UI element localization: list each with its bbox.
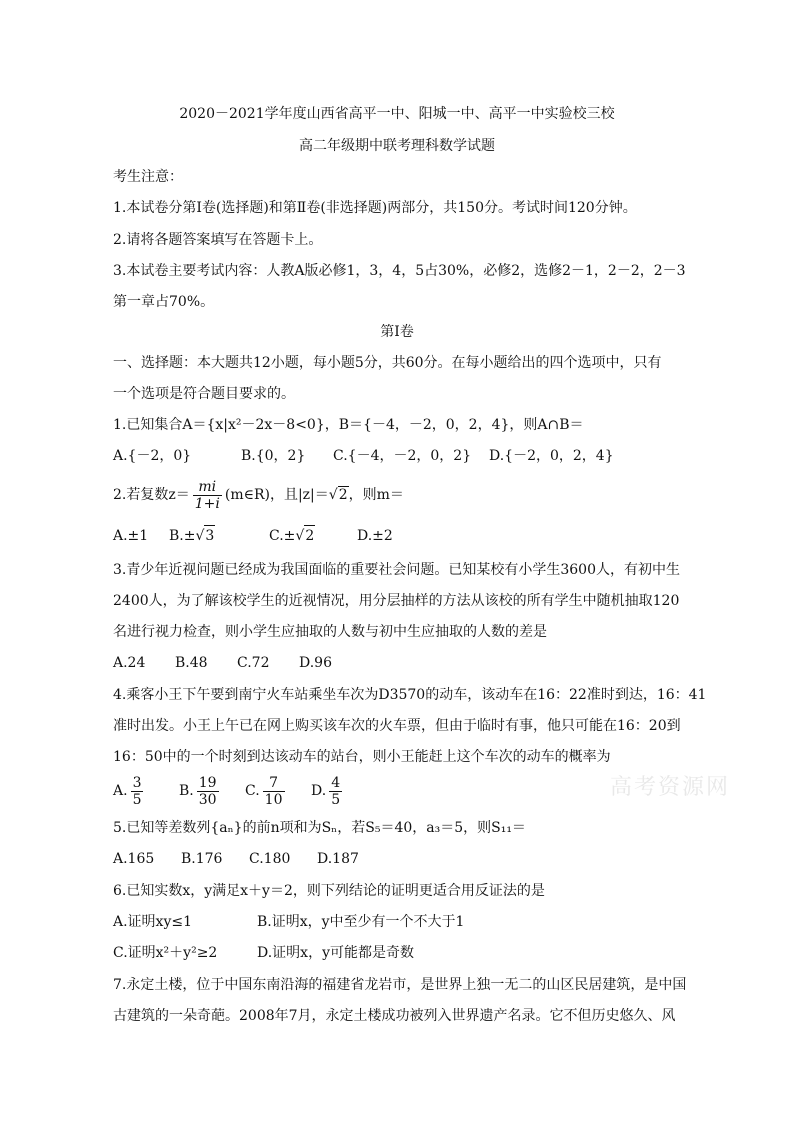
option-b: B.{0，2} <box>241 448 306 464</box>
stem-middle: (m∈R)，且|z|＝ <box>224 487 329 503</box>
question-4-stem-2: 准时出发。小王上午已在网上购买该车次的火车票，但由于临时有事，他只可能在16：20到 <box>113 718 681 734</box>
option-a: A.证明xy≤1 <box>113 914 193 930</box>
fraction <box>197 775 219 808</box>
sqrt: √2 <box>295 525 315 546</box>
denominator: 5 <box>132 791 142 808</box>
radicand: 2 <box>304 525 315 546</box>
option-b: B.证明x，y中至少有一个不大于1 <box>257 914 465 930</box>
numerator: 3 <box>132 774 142 791</box>
option-b <box>169 525 269 546</box>
section-intro-cont: 一个选项是符合题目要求的。 <box>113 386 295 402</box>
question-4-stem-3: 16：50中的一个时刻到达该动车的站台，则小王能赶上这个车次的动车的概率为 <box>113 749 611 765</box>
question-7-stem: 7.永定土楼，位于中国东南沿海的福建省龙岩市，是世界上独一无二的山区民居建筑，是中国 <box>113 977 687 993</box>
question-1-stem: 1.已知集合A＝{x|x²－2x－8<0}，B＝{－4，－2，0，2，4}，则A∩B＝ <box>113 417 584 433</box>
question-2-options <box>113 525 393 546</box>
fraction <box>263 775 285 808</box>
option-c <box>245 774 311 808</box>
question-3-stem-2: 2400人，为了解该校学生的近视情况，用分层抽样的方法从该校的所有学生中随机抽取120 <box>113 593 680 609</box>
option-a <box>113 774 179 808</box>
question-3-options <box>113 653 332 673</box>
section-intro: 一、选择题：本大题共12小题，每小题5分，共60分。在每小题给出的四个选项中，只有 <box>113 355 662 371</box>
option-d: D.证明x，y可能都是奇数 <box>257 945 414 961</box>
option-c <box>269 525 357 546</box>
question-6-options-row1 <box>113 912 464 932</box>
numerator: mi <box>198 478 217 495</box>
question-4-stem: 4.乘客小王下午要到南宁火车站乘坐车次为D3570的动车，该动车在16：22准时到达，16：41 <box>113 687 707 703</box>
option-d: D.187 <box>317 851 359 867</box>
option-d: D.±2 <box>357 528 393 544</box>
question-3-stem-3: 名进行视力检查，则小学生应抽取的人数与初中生应抽取的人数的差是 <box>113 624 547 640</box>
numerator: 4 <box>331 774 341 791</box>
option-b: B.176 <box>181 851 223 867</box>
sqrt: √2 <box>328 487 348 503</box>
question-5-stem: 5.已知等差数列{aₙ}的前n项和为Sₙ，若S₅＝40，a₃＝5，则S₁₁＝ <box>113 820 526 836</box>
option-d: D.{－2，0，2，4} <box>489 448 614 464</box>
exam-title-line1: 2020－2021学年度山西省高平一中、阳城一中、高平一中实验校三校 <box>179 106 615 122</box>
option-c: C.证明x²＋y²≥2 <box>113 945 218 961</box>
watermark: 高考资源网 <box>610 775 731 800</box>
option-label: D. <box>311 783 327 799</box>
option-c-prefix: C.± <box>269 528 296 544</box>
notice-item-1: 1.本试卷分第Ⅰ卷(选择题)和第Ⅱ卷(非选择题)两部分，共150分。考试时间120分钟。 <box>113 200 637 216</box>
question-6-stem: 6.已知实数x，y满足x＋y＝2，则下列结论的证明更适合用反证法的是 <box>113 883 545 899</box>
radicand: 2 <box>338 487 348 503</box>
fraction <box>329 775 342 808</box>
option-label: B. <box>179 783 194 799</box>
fraction <box>131 775 144 808</box>
option-d <box>311 774 345 808</box>
option-label: C. <box>245 783 260 799</box>
option-a: A.24 <box>113 655 146 671</box>
option-a: A.165 <box>113 851 155 867</box>
option-c: C.180 <box>249 851 291 867</box>
question-7-stem-2: 古建筑的一朵奇葩。2008年7月，永定土楼成功被列入世界遗产名录。它不但历史悠久、风 <box>113 1008 676 1024</box>
question-6-options-row2 <box>113 943 414 963</box>
numerator: 19 <box>198 774 217 791</box>
sqrt: √3 <box>195 525 215 546</box>
notice-item-2: 2.请将各题答案填写在答题卡上。 <box>113 232 323 248</box>
option-c: C.{－4，－2，0，2} <box>333 448 472 464</box>
option-a: A.{－2，0} <box>113 448 192 464</box>
volume-heading: 第Ⅰ卷 <box>380 324 414 340</box>
numerator: 7 <box>263 775 285 792</box>
question-2-stem <box>113 478 404 512</box>
denominator: 10 <box>264 791 283 808</box>
option-label: A. <box>113 783 128 799</box>
option-c: C.72 <box>237 655 270 671</box>
notice-item-3: 3.本试卷主要考试内容：人教A版必修1，3，4，5占30%，必修2，选修2－1，2－2，2－3 <box>113 263 686 279</box>
question-4-options <box>113 774 345 808</box>
fraction <box>193 479 222 512</box>
question-5-options <box>113 849 359 869</box>
option-d: D.96 <box>299 655 332 671</box>
option-b: B.48 <box>175 655 208 671</box>
denominator: 5 <box>331 791 341 808</box>
stem-suffix: ，则m＝ <box>348 487 404 503</box>
radicand: 3 <box>204 525 215 546</box>
exam-title-line2: 高二年级期中联考理科数学试题 <box>299 138 495 154</box>
denominator: 30 <box>198 791 217 808</box>
denominator: 1+i <box>194 495 220 512</box>
notice-item-3-cont: 第一章占70%。 <box>113 294 215 310</box>
option-b-prefix: B.± <box>169 528 196 544</box>
notice-heading: 考生注意： <box>113 169 183 185</box>
option-b <box>179 774 245 808</box>
question-1-options <box>113 446 614 466</box>
stem-prefix: 2.若复数z＝ <box>113 487 190 503</box>
question-3-stem: 3.青少年近视问题已经成为我国面临的重要社会问题。已知某校有小学生3600人，有初中生 <box>113 562 680 578</box>
option-a: A.±1 <box>113 528 149 544</box>
